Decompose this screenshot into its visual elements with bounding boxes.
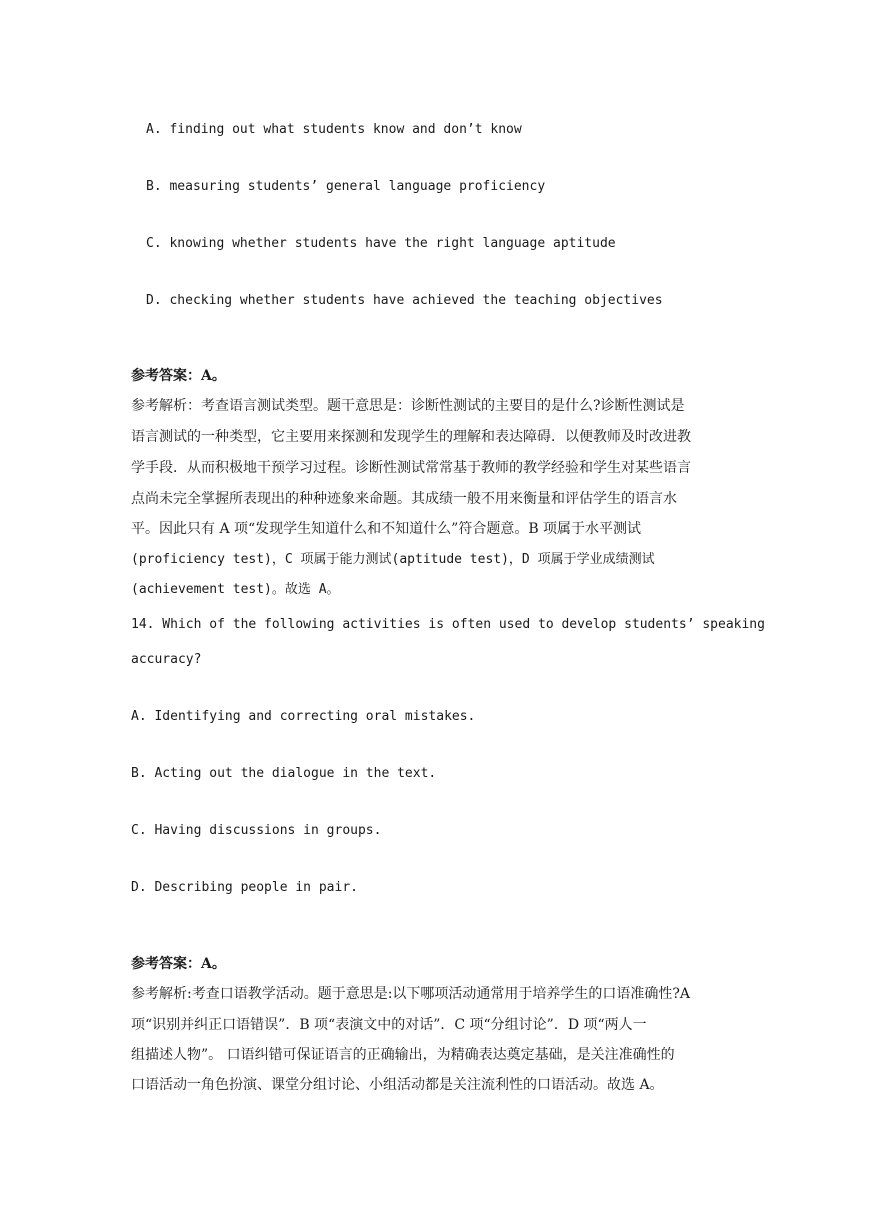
q13-analysis-line-5: 平。因此只有 A 项“发现学生知道什么和不知道什么”符合题意。B 项属于水平测试	[131, 521, 642, 537]
q13-analysis-line-1: 参考解析：考查语言测试类型。题干意思是：诊断性测试的主要目的是什么?诊断性测试是	[131, 398, 685, 414]
q14-analysis-line-2: 项“识别并纠正口语错误”．B 项“表演文中的对话”．C 项“分组讨论”．D 项“两人一	[131, 1017, 647, 1033]
q13-answer: 参考答案：A。	[131, 368, 226, 384]
q13-option-a: A. finding out what students know and don’t know	[146, 122, 522, 137]
q14-question-line-1: 14. Which of the following activities is often used to develop students’ speaking	[131, 617, 765, 632]
q14-answer: 参考答案：A。	[131, 956, 226, 972]
q13-analysis-line-7: (achievement test)。故选 A。	[131, 582, 340, 597]
q14-option-b: B. Acting out the dialogue in the text.	[131, 766, 437, 781]
q14-analysis-line-4: 口语活动一角色扮演、课堂分组讨论、小组活动都是关注流利性的口语活动。故选 A。	[131, 1077, 664, 1093]
q14-analysis-line-1: 参考解析:考查口语教学活动。题于意思是:以下哪项活动通常用于培养学生的口语准确性?A	[131, 986, 691, 1002]
q14-option-c: C. Having discussions in groups.	[131, 823, 382, 838]
q13-analysis-line-2: 语言测试的一种类型，它主要用来探测和发现学生的理解和表达障碍．以便教师及时改进教	[131, 429, 691, 445]
q14-option-a: A. Identifying and correcting oral mistakes.	[131, 709, 476, 724]
q13-analysis-line-6: (proficiency test)，C 项属于能力测试(aptitude test)，D 项属于学业成绩测试	[131, 552, 655, 567]
q14-analysis-line-3: 组描述人物”。 口语纠错可保证语言的正确输出，为精确表达奠定基础，是关注准确性的	[131, 1047, 675, 1063]
q13-option-b: B. measuring students’ general language proficiency	[146, 179, 546, 194]
q13-option-d: D. checking whether students have achieved the teaching objectives	[146, 293, 663, 308]
q14-option-d: D. Describing people in pair.	[131, 880, 358, 895]
q13-analysis-line-3: 学手段．从而积极地干预学习过程。诊断性测试常常基于教师的教学经验和学生对某些语言	[131, 460, 691, 476]
q13-option-c: C. knowing whether students have the right language aptitude	[146, 236, 616, 251]
q13-analysis-line-4: 点尚未完全掌握所表现出的种种迹象来命题。其成绩一般不用来衡量和评估学生的语言水	[131, 491, 677, 507]
q14-question-line-2: accuracy?	[131, 652, 202, 667]
